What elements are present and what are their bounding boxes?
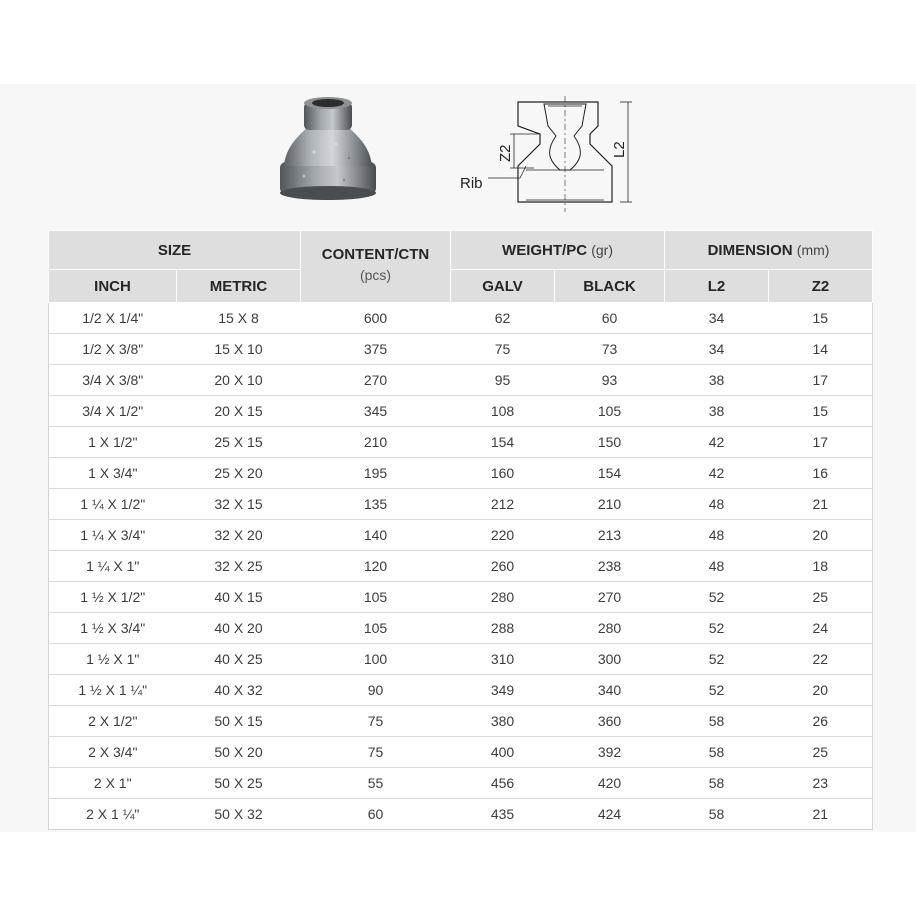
galv-cell: 280 xyxy=(451,582,555,613)
spec-table-body xyxy=(49,303,873,830)
z2-cell: 22 xyxy=(769,644,873,675)
inch-cell: 1 ¼ X 3/4" xyxy=(49,520,177,551)
l2-cell: 48 xyxy=(665,489,769,520)
inch-cell: 1 ½ X 1/2" xyxy=(49,582,177,613)
galv-cell: 349 xyxy=(451,675,555,706)
table-row xyxy=(49,613,873,644)
black-cell: 60 xyxy=(555,303,665,334)
z2-cell: 15 xyxy=(769,396,873,427)
coupling-cross-section-diagram xyxy=(454,96,644,216)
l2-label: L2 xyxy=(611,141,628,158)
table-row xyxy=(49,334,873,365)
content-cell: 195 xyxy=(301,458,451,489)
table-row xyxy=(49,706,873,737)
metric-cell: 32 X 25 xyxy=(177,551,301,582)
z2-cell: 25 xyxy=(769,737,873,768)
l2-cell: 38 xyxy=(665,396,769,427)
weight-unit: (gr) xyxy=(591,241,613,258)
l2-cell: 58 xyxy=(665,768,769,799)
galv-cell: 220 xyxy=(451,520,555,551)
z2-cell: 26 xyxy=(769,706,873,737)
inch-cell: 1 ½ X 3/4" xyxy=(49,613,177,644)
z2-cell: 17 xyxy=(769,427,873,458)
content-cell: 100 xyxy=(301,644,451,675)
z2-cell: 14 xyxy=(769,334,873,365)
black-cell: 73 xyxy=(555,334,665,365)
inch-cell: 1 ¼ X 1/2" xyxy=(49,489,177,520)
black-cell: 93 xyxy=(555,365,665,396)
l2-cell: 58 xyxy=(665,799,769,830)
z2-cell: 15 xyxy=(769,303,873,334)
table-row xyxy=(49,427,873,458)
inch-header: INCH xyxy=(49,270,177,303)
inch-cell: 1/2 X 3/8" xyxy=(49,334,177,365)
l2-cell: 34 xyxy=(665,303,769,334)
black-cell: 300 xyxy=(555,644,665,675)
table-row xyxy=(49,489,873,520)
black-cell: 270 xyxy=(555,582,665,613)
reducing-coupling-photo xyxy=(274,92,382,202)
black-cell: 150 xyxy=(555,427,665,458)
l2-cell: 38 xyxy=(665,365,769,396)
inch-cell: 1 ¼ X 1" xyxy=(49,551,177,582)
inch-cell: 3/4 X 1/2" xyxy=(49,396,177,427)
metric-cell: 40 X 25 xyxy=(177,644,301,675)
metric-cell: 15 X 10 xyxy=(177,334,301,365)
black-cell: 340 xyxy=(555,675,665,706)
table-row xyxy=(49,458,873,489)
content-cell: 105 xyxy=(301,582,451,613)
table-row xyxy=(49,365,873,396)
inch-cell: 2 X 1/2" xyxy=(49,706,177,737)
z2-header: Z2 xyxy=(769,270,873,303)
galv-cell: 154 xyxy=(451,427,555,458)
content-cell: 345 xyxy=(301,396,451,427)
z2-cell: 21 xyxy=(769,799,873,830)
content-ctn-header xyxy=(301,231,451,303)
table-row xyxy=(49,768,873,799)
z2-cell: 21 xyxy=(769,489,873,520)
metric-cell: 40 X 15 xyxy=(177,582,301,613)
table-row xyxy=(49,396,873,427)
table-row xyxy=(49,303,873,334)
z2-cell: 16 xyxy=(769,458,873,489)
l2-cell: 34 xyxy=(665,334,769,365)
metric-cell: 50 X 15 xyxy=(177,706,301,737)
l2-cell: 42 xyxy=(665,458,769,489)
table-row xyxy=(49,675,873,706)
galv-cell: 212 xyxy=(451,489,555,520)
galv-cell: 456 xyxy=(451,768,555,799)
black-cell: 392 xyxy=(555,737,665,768)
dimension-unit: (mm) xyxy=(796,241,830,258)
content-cell: 270 xyxy=(301,365,451,396)
l2-cell: 58 xyxy=(665,706,769,737)
galv-cell: 400 xyxy=(451,737,555,768)
galv-cell: 160 xyxy=(451,458,555,489)
z2-label: Z2 xyxy=(497,144,514,162)
galv-cell: 310 xyxy=(451,644,555,675)
content-cell: 135 xyxy=(301,489,451,520)
metric-cell: 20 X 10 xyxy=(177,365,301,396)
black-cell: 213 xyxy=(555,520,665,551)
black-header: BLACK xyxy=(555,270,665,303)
content-cell: 140 xyxy=(301,520,451,551)
black-cell: 424 xyxy=(555,799,665,830)
z2-cell: 20 xyxy=(769,520,873,551)
table-row xyxy=(49,737,873,768)
black-cell: 105 xyxy=(555,396,665,427)
l2-header: L2 xyxy=(665,270,769,303)
content-cell: 210 xyxy=(301,427,451,458)
galv-cell: 75 xyxy=(451,334,555,365)
metric-cell: 50 X 32 xyxy=(177,799,301,830)
reducing-coupling-spec-table xyxy=(48,230,873,830)
black-cell: 420 xyxy=(555,768,665,799)
galv-cell: 435 xyxy=(451,799,555,830)
content-cell: 90 xyxy=(301,675,451,706)
table-row xyxy=(49,799,873,830)
black-cell: 360 xyxy=(555,706,665,737)
inch-cell: 1 X 1/2" xyxy=(49,427,177,458)
table-row xyxy=(49,551,873,582)
table-row xyxy=(49,644,873,675)
galv-cell: 62 xyxy=(451,303,555,334)
inch-cell: 2 X 3/4" xyxy=(49,737,177,768)
l2-cell: 42 xyxy=(665,427,769,458)
metric-cell: 25 X 15 xyxy=(177,427,301,458)
content-ctn-label: CONTENT/CTN xyxy=(321,246,430,263)
dimension-label: DIMENSION xyxy=(707,241,793,259)
l2-cell: 52 xyxy=(665,675,769,706)
l2-cell: 52 xyxy=(665,644,769,675)
inch-cell: 1 X 3/4" xyxy=(49,458,177,489)
table-row xyxy=(49,582,873,613)
inch-cell: 2 X 1 ¼" xyxy=(49,799,177,830)
galv-header: GALV xyxy=(451,270,555,303)
z2-cell: 17 xyxy=(769,365,873,396)
content-cell: 75 xyxy=(301,737,451,768)
content-cell: 120 xyxy=(301,551,451,582)
table-row xyxy=(49,520,873,551)
content-unit: (pcs) xyxy=(359,267,392,283)
black-cell: 238 xyxy=(555,551,665,582)
inch-cell: 1/2 X 1/4" xyxy=(49,303,177,334)
rib-label: Rib xyxy=(460,175,483,192)
metric-cell: 40 X 20 xyxy=(177,613,301,644)
l2-cell: 48 xyxy=(665,520,769,551)
black-cell: 210 xyxy=(555,489,665,520)
galv-cell: 288 xyxy=(451,613,555,644)
l2-cell: 52 xyxy=(665,613,769,644)
metric-cell: 50 X 20 xyxy=(177,737,301,768)
content-cell: 55 xyxy=(301,768,451,799)
metric-cell: 32 X 20 xyxy=(177,520,301,551)
size-header: SIZE xyxy=(49,231,301,270)
galv-cell: 380 xyxy=(451,706,555,737)
content-cell: 75 xyxy=(301,706,451,737)
z2-cell: 25 xyxy=(769,582,873,613)
content-cell: 105 xyxy=(301,613,451,644)
inch-cell: 1 ½ X 1 ¼" xyxy=(49,675,177,706)
galv-cell: 108 xyxy=(451,396,555,427)
z2-cell: 24 xyxy=(769,613,873,644)
weight-label: WEIGHT/PC xyxy=(502,241,588,259)
content-cell: 600 xyxy=(301,303,451,334)
l2-cell: 52 xyxy=(665,582,769,613)
z2-cell: 20 xyxy=(769,675,873,706)
content-cell: 60 xyxy=(301,799,451,830)
inch-cell: 3/4 X 3/8" xyxy=(49,365,177,396)
z2-cell: 18 xyxy=(769,551,873,582)
metric-cell: 20 X 15 xyxy=(177,396,301,427)
inch-cell: 2 X 1" xyxy=(49,768,177,799)
metric-cell: 50 X 25 xyxy=(177,768,301,799)
black-cell: 280 xyxy=(555,613,665,644)
content-cell: 375 xyxy=(301,334,451,365)
black-cell: 154 xyxy=(555,458,665,489)
l2-cell: 48 xyxy=(665,551,769,582)
inch-cell: 1 ½ X 1" xyxy=(49,644,177,675)
z2-cell: 23 xyxy=(769,768,873,799)
l2-cell: 58 xyxy=(665,737,769,768)
metric-cell: 32 X 15 xyxy=(177,489,301,520)
metric-header: METRIC xyxy=(177,270,301,303)
metric-cell: 15 X 8 xyxy=(177,303,301,334)
metric-cell: 40 X 32 xyxy=(177,675,301,706)
metric-cell: 25 X 20 xyxy=(177,458,301,489)
dimension-header xyxy=(665,231,873,270)
galv-cell: 95 xyxy=(451,365,555,396)
weight-header xyxy=(451,231,665,270)
galv-cell: 260 xyxy=(451,551,555,582)
